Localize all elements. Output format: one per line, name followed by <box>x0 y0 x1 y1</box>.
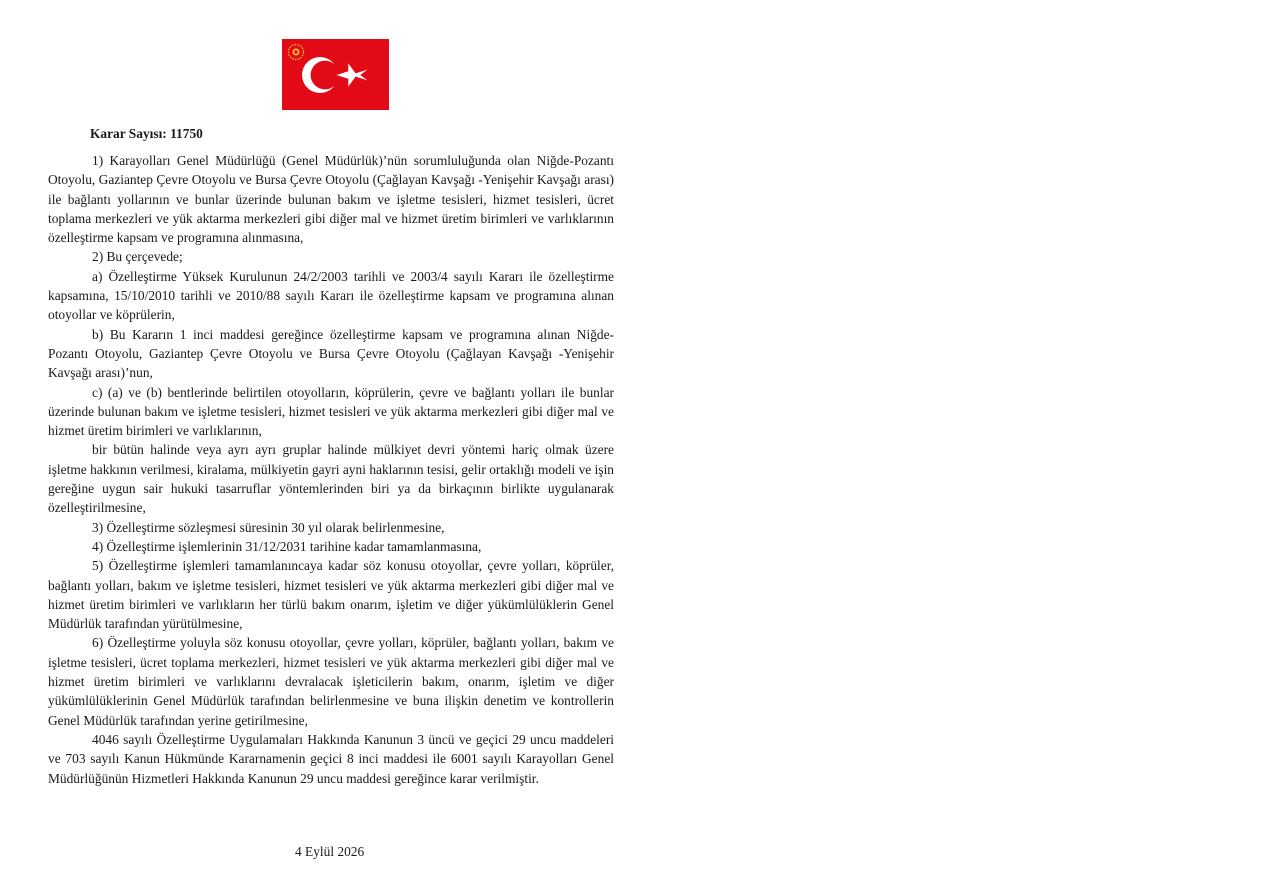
paragraph-2a: a) Özelleştirme Yüksek Kurulunun 24/2/2003 tarihli ve 2003/4 sayılı Kararı ile özelleştirme kapsamına, 15/10/2010 tarihli ve 2010/88 sayılı Kararı ile özelleştirme kapsam ve programına alınan otoyollar ve köprülerin, <box>48 268 614 323</box>
paragraph-2: 2) Bu çerçevede; <box>92 249 183 265</box>
decision-body <box>48 151 614 788</box>
paragraph-5: 5) Özelleştirme işlemleri tamamlanıncaya kadar söz konusu otoyollar, çevre yolları, köprüler, bağlantı yolları, bakım ve işletme tesisleri, hizmet tesisleri ve yük aktarma merkezleri gibi diğer mal ve hizmet üretim birimleri ve varlıkların her türlü bakım onarım, işletim ve diğer yükümlülüklerin Genel Müdürlük tarafından yürütülmesine, <box>48 558 614 632</box>
turkish-flag-icon <box>282 39 389 110</box>
decision-date: 4 Eylül 2026 <box>295 844 365 859</box>
paragraph-3: 3) Özelleştirme sözleşmesi süresinin 30 yıl olarak belirlenmesine, <box>92 519 445 535</box>
legal-basis-paragraph: 4046 sayılı Özelleştirme Uygulamaları Hakkında Kanunun 3 üncü ve geçici 29 uncu maddeleri ve 703 sayılı Kanun Hükmünde Kararnamenin geçici 8 inci maddesi ile 6001 sayılı Karayolları Genel Müdürlüğünün Hizmetleri Hakkında Kanunun 29 uncu maddesi gereğince karar verilmiştir. <box>48 731 614 786</box>
paragraph-6: 6) Özelleştirme yoluyla söz konusu otoyollar, çevre yolları, köprüler, bağlantı yolları, bakım ve işletme tesisleri, ücret toplama merkezleri, hizmet tesisleri ve yük aktarma merkezleri gibi diğer mal ve hizmet üretim birimleri ve varlıklarını devralacak işleticilerin bakım, onarım, işletim ve diğer yükümlülüklerinin Genel Müdürlük tarafından belirlenmesine ve buna ilişkin denetim ve kontrollerin Genel Müdürlük tarafından yerine getirilmesine, <box>48 635 614 728</box>
decision-document <box>48 0 614 870</box>
paragraph-2b: b) Bu Kararın 1 inci maddesi gereğince özelleştirme kapsam ve programına alınan Niğde-Pozantı Otoyolu, Gaziantep Çevre Otoyolu ve Bursa Çevre Otoyolu (Çağlayan Kavşağı -Yenişehir Kavşağı arası)’nun, <box>48 326 614 381</box>
paragraph-1: 1) Karayolları Genel Müdürlüğü (Genel Müdürlük)’nün sorumluluğunda olan Niğde-Pozantı Otoyolu, Gaziantep Çevre Otoyolu ve Bursa Çevre Otoyolu (Çağlayan Kavşağı -Yenişehir Kavşağı arası) ile bağlantı yollarının ve bunlar üzerinde bulunan bakım ve işletme tesisleri, hizmet tesisleri, ücret toplama merkezleri ve yük aktarma merkezleri gibi diğer mal ve hizmet üretim birimleri ve varlıklarının özelleştirme kapsam ve programına alınmasına, <box>48 153 614 246</box>
paragraph-4: 4) Özelleştirme işlemlerinin 31/12/2031 tarihine kadar tamamlanmasına, <box>92 538 482 554</box>
paragraph-2-closing: bir bütün halinde veya ayrı ayrı gruplar halinde mülkiyet devri yöntemi hariç olmak üzere işletme hakkının verilmesi, kiralama, mülkiyetin gayri ayni haklarının tesisi, gelir ortaklığı modeli ve işin gereğine uygun sair hukuki tasarruflar yöntemlerinden biri ya da birkaçının birlikte uygulanarak özelleştirilmesine, <box>48 442 614 516</box>
decision-number: Karar Sayısı: 11750 <box>90 126 203 141</box>
paragraph-2c: c) (a) ve (b) bentlerinde belirtilen otoyolların, köprülerin, çevre ve bağlantı yolları ile bunlar üzerinde bulunan bakım ve işletme tesisleri, hizmet tesisleri ve yük aktarma merkezleri gibi diğer mal ve hizmet üretim birimleri ve varlıklarının, <box>48 384 614 439</box>
